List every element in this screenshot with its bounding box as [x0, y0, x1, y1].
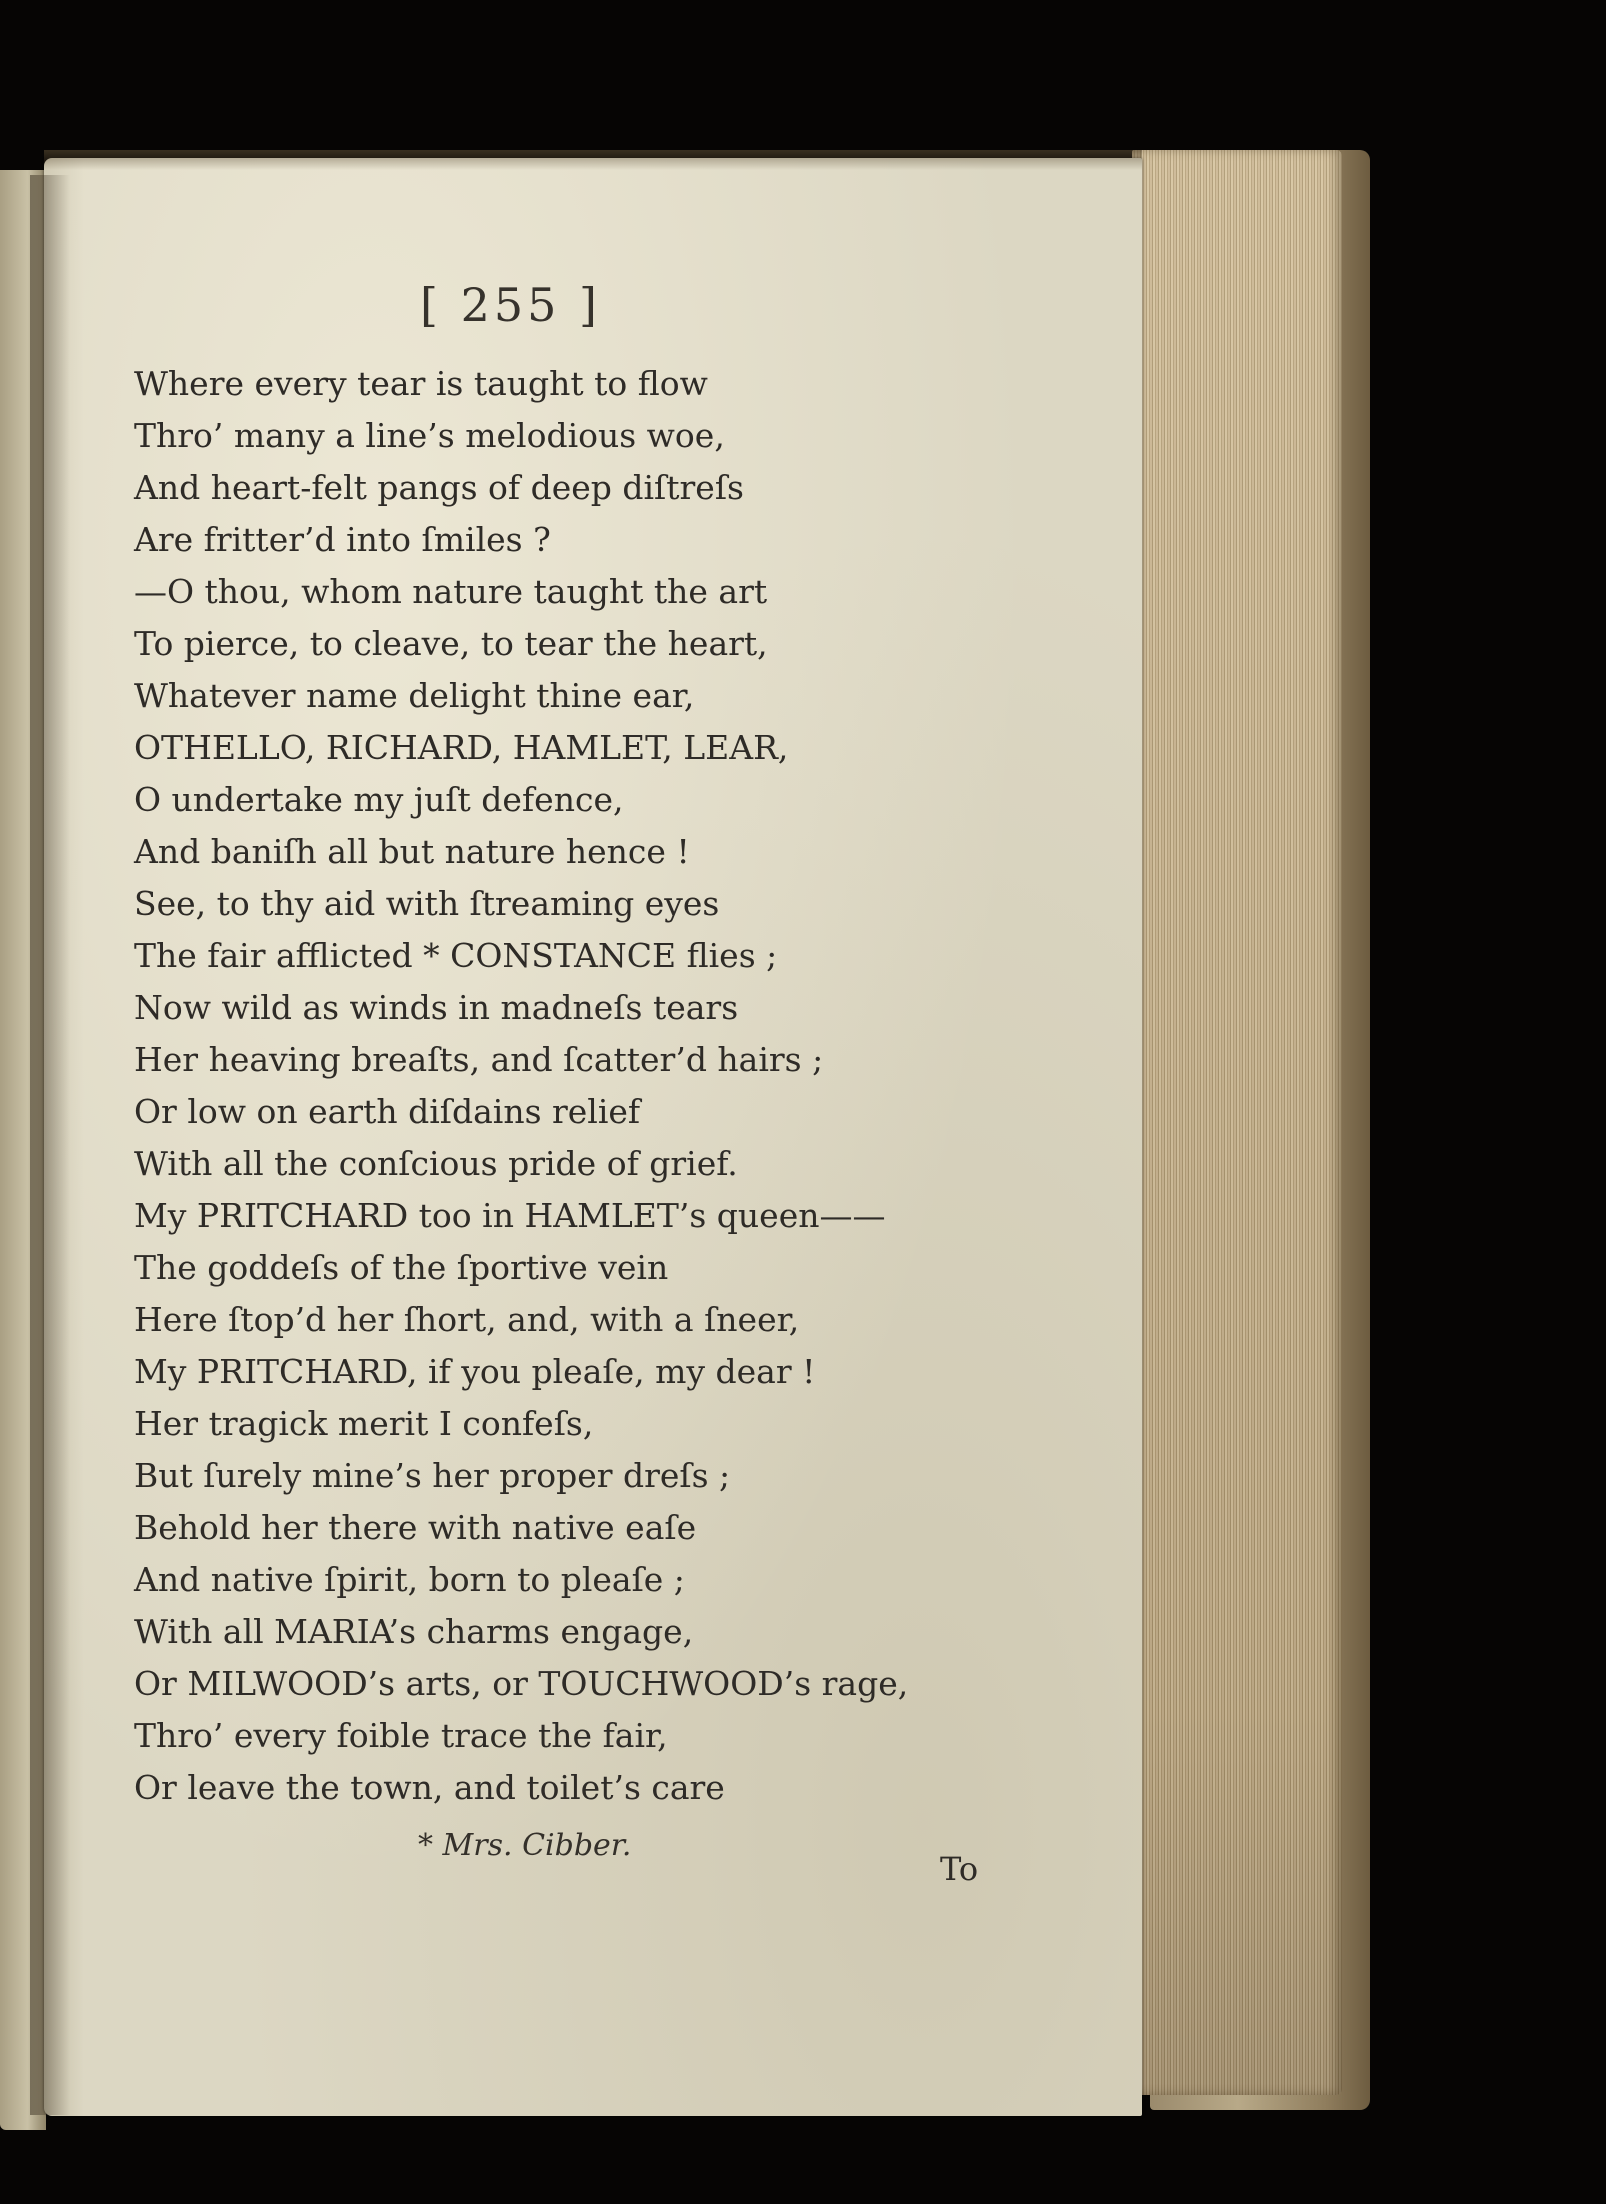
poem-line: With all the conſcious pride of grief. — [134, 1144, 738, 1183]
poem-line: And heart-felt pangs of deep diſtreſs — [134, 468, 744, 507]
poem-line: Thro’ every foible trace the fair, — [134, 1716, 668, 1755]
page-number: [ 255 ] — [420, 278, 601, 332]
poem-line: Here ſtop’d her ſhort, and, with a ſneer, — [134, 1300, 800, 1339]
poem-line: See, to thy aid with ſtreaming eyes — [134, 884, 720, 923]
footnote: * Mrs. Cibber. — [418, 1828, 632, 1863]
poem-line: The goddeſs of the ſportive vein — [134, 1248, 669, 1287]
poem-line: Thro’ many a line’s melodious woe, — [134, 416, 725, 455]
poem-line: To pierce, to cleave, to tear the heart, — [134, 624, 768, 663]
poem-line: My PRITCHARD too in HAMLET’s queen—— — [134, 1196, 886, 1235]
poem-line: O undertake my juſt defence, — [134, 780, 624, 819]
poem-line: But ſurely mine’s her proper dreſs ; — [134, 1456, 731, 1495]
catchword: To — [940, 1850, 979, 1888]
page-edges-shade — [1132, 150, 1342, 2095]
poem-line: Behold her there with native eaſe — [134, 1508, 697, 1547]
poem-line: Whatever name delight thine ear, — [134, 676, 695, 715]
poem-line: Her heaving breaſts, and ſcatter’d hairs ; — [134, 1040, 824, 1079]
poem-line: —O thou, whom nature taught the art — [134, 572, 768, 611]
poem-line: My PRITCHARD, if you pleaſe, my dear ! — [134, 1352, 816, 1391]
poem-line: Are fritter’d into ſmiles ? — [134, 520, 551, 559]
poem-line: Her tragick merit I confeſs, — [134, 1404, 594, 1443]
poem-line: OTHELLO, RICHARD, HAMLET, LEAR, — [134, 728, 789, 767]
poem-line: The fair afflicted * CONSTANCE flies ; — [134, 936, 778, 975]
poem-line: Where every tear is taught to flow — [134, 364, 708, 403]
poem-line: Now wild as winds in madneſs tears — [134, 988, 739, 1027]
gutter-shadow — [30, 175, 70, 2115]
poem-line: Or MILWOOD’s arts, or TOUCHWOOD’s rage, — [134, 1664, 909, 1703]
poem-line: And baniſh all but nature hence ! — [134, 832, 690, 871]
poem-line: With all MARIA’s charms engage, — [134, 1612, 694, 1651]
page-top-shadow — [44, 150, 1142, 170]
poem-line: Or leave the town, and toilet’s care — [134, 1768, 725, 1807]
poem-text — [134, 358, 934, 1814]
poem-line: Or low on earth diſdains relief — [134, 1092, 641, 1131]
poem-line: And native ſpirit, born to pleaſe ; — [134, 1560, 685, 1599]
